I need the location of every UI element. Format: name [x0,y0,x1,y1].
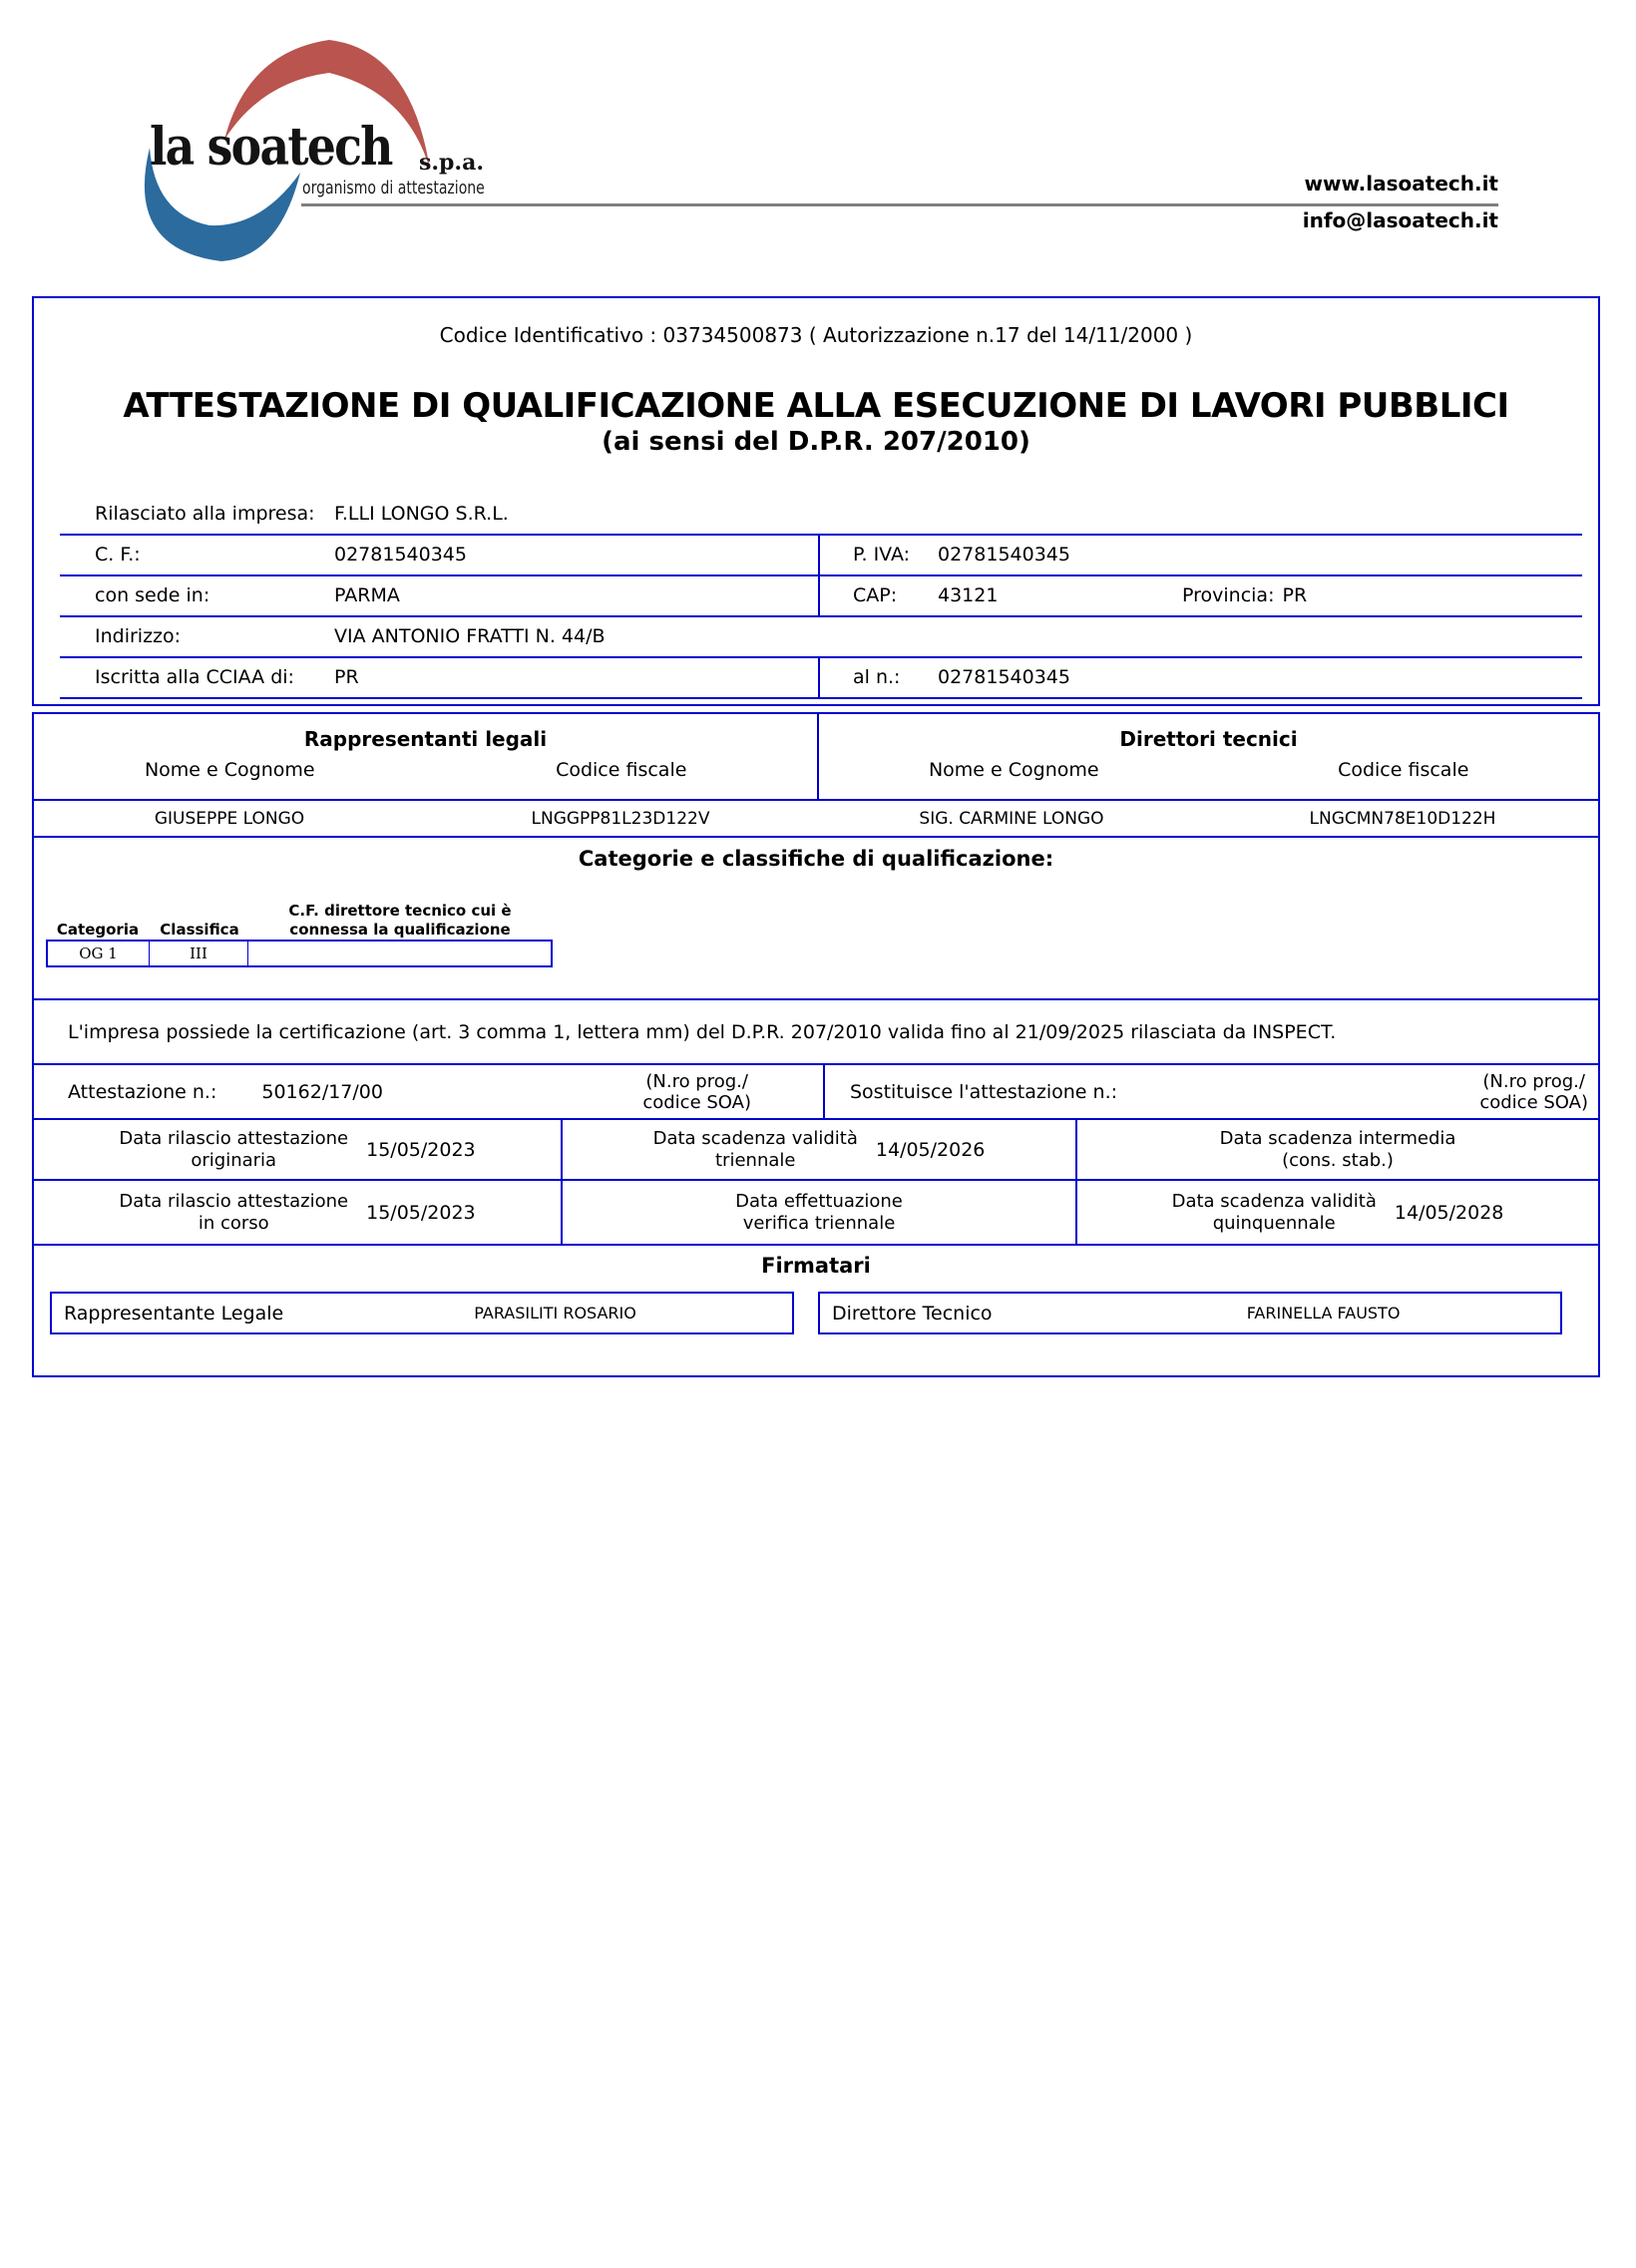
field-label: P. IVA: [853,544,911,566]
field-value: F.LLI LONGO S.R.L. [334,503,509,525]
legal-rep-name: GIUSEPPE LONGO [154,808,305,829]
attestation-number-row [34,1065,1598,1118]
field-value: 43121 [938,584,999,606]
field-value: 02781540345 [938,666,1070,688]
brand-suffix: s.p.a. [419,150,485,176]
date-label-line1: Data rilascio attestazione [119,1127,349,1149]
attestation-number-value: 50162/17/00 [261,1080,383,1103]
field-label: Rilasciato alla impresa: [95,503,315,525]
date-label-line2: originaria [191,1149,277,1171]
date-label-line2: triennale [715,1149,796,1171]
signature-name: PARASILITI ROSARIO [474,1304,636,1323]
categories-table-header [46,902,1598,940]
date-value: 14/05/2026 [875,1138,986,1161]
col-categoria: Categoria [56,921,140,939]
representatives-header [34,714,1598,799]
identification-code-line: Codice Identificativo : 03734500873 ( Autorizzazione n.17 del 14/11/2000 ) [439,323,1193,347]
col-cf-line2: connessa la qualificazione [289,921,511,939]
representatives-row [34,801,1598,836]
soa-code-note [1479,1071,1588,1113]
signature-role-label: Direttore Tecnico [832,1302,993,1324]
field-label: Iscritta alla CCIAA di: [95,666,294,688]
field-label: con sede in: [95,584,210,606]
date-cell-original-issue [34,1120,561,1179]
divider [34,1244,1598,1246]
field-row-cf-piva [34,536,1598,576]
date-label-line1: Data rilascio attestazione [119,1190,349,1212]
categoria-value: OG 1 [48,942,150,965]
column-header-name: Nome e Cognome [928,759,1099,781]
date-cell-triennial-check [561,1181,1075,1244]
signature-role-label: Rappresentante Legale [64,1302,284,1324]
field-value: 02781540345 [334,544,467,566]
date-cell-intermediate-expiry [1075,1120,1598,1179]
legal-rep-fiscal-code: LNGGPP81L23D122V [531,808,710,829]
soa-note-line2: codice SOA) [642,1091,751,1113]
soa-code-note [642,1071,751,1113]
date-label-line2: (cons. stab.) [1282,1149,1394,1171]
divider [34,836,1598,838]
brand-tagline: organismo di attestazione [302,178,485,198]
field-value: PR [1282,584,1308,606]
legal-reps-title: Rappresentanti legali [303,727,548,751]
tech-director-name: SIG. CARMINE LONGO [919,808,1104,829]
field-value: PARMA [334,584,400,606]
date-label-line1: Data scadenza validità [1171,1190,1377,1212]
classifica-value: III [150,942,248,965]
field-label: Indirizzo: [95,625,182,647]
soa-note-line2: codice SOA) [1479,1091,1588,1113]
date-label-line1: Data scadenza intermedia [1219,1127,1456,1149]
col-cf-line1: C.F. direttore tecnico cui è [288,902,512,920]
attestation-number-label: Attestazione n.: [68,1080,217,1103]
document-title: ATTESTAZIONE DI QUALIFICAZIONE ALLA ESECUZIONE DI LAVORI PUBBLICI [123,386,1509,426]
attestation-detail-box [32,712,1600,1377]
categories-title: Categorie e classifiche di qualificazione: [578,847,1054,871]
field-row-indirizzo [34,617,1598,658]
soa-note-line1: (N.ro prog./ [1482,1070,1585,1092]
technical-directors-title: Direttori tecnici [1119,727,1298,751]
company-fields [34,495,1598,699]
date-label-line2: in corso [198,1212,269,1234]
date-cell-quinquennial-expiry [1075,1181,1598,1244]
date-label-line2: verifica triennale [742,1212,896,1234]
column-header-fiscal-code: Codice fiscale [556,759,687,781]
field-row-cciaa [34,658,1598,699]
signature-name: FARINELLA FAUSTO [1246,1304,1401,1323]
tech-director-signature-box [818,1292,1562,1334]
field-label: al n.: [853,666,901,688]
column-header-fiscal-code: Codice fiscale [1338,759,1469,781]
header-rule [301,203,1498,206]
document-subtitle: (ai sensi del D.P.R. 207/2010) [602,427,1030,457]
dates-row-2 [34,1181,1598,1244]
email-address: info@lasoatech.it [1302,208,1498,232]
date-label-line1: Data effettuazione [735,1190,903,1212]
attestation-header-box [32,296,1600,706]
signatories-section [34,1253,1598,1384]
tech-director-fiscal-code: LNGCMN78E10D122H [1309,808,1496,829]
field-label: C. F.: [95,544,141,566]
replaces-attestation-label: Sostituisce l'attestazione n.: [850,1080,1118,1103]
date-value: 14/05/2028 [1394,1201,1504,1224]
field-value: 02781540345 [938,544,1070,566]
field-label: Provincia: [1182,584,1275,606]
field-value: VIA ANTONIO FRATTI N. 44/B [334,625,606,647]
cf-direttore-value [248,942,551,965]
date-value: 15/05/2023 [366,1138,476,1161]
brand-wordmark: la soatech [150,117,392,178]
legal-rep-signature-box [50,1292,794,1334]
field-value: PR [334,666,359,688]
categories-section [34,846,1598,998]
website-url: www.lasoatech.it [1304,172,1498,195]
field-label: CAP: [853,584,898,606]
date-cell-current-issue [34,1181,561,1244]
field-row-impresa [34,495,1598,536]
col-classifica: Classifica [160,921,239,939]
dates-row-1 [34,1120,1598,1179]
signatories-title: Firmatari [761,1254,871,1278]
certification-statement: L'impresa possiede la certificazione (art. 3 comma 1, lettera mm) del D.P.R. 207/2010 valida fino al 21/09/2025 rilasciata da INSPECT. [68,1020,1337,1043]
field-row-sede-cap [34,576,1598,617]
col-cf-direttore [249,902,551,940]
column-header-name: Nome e Cognome [144,759,315,781]
categories-table-row [46,940,553,967]
date-cell-triennial-expiry [561,1120,1075,1179]
date-label-line2: quinquennale [1212,1212,1336,1234]
soa-note-line1: (N.ro prog./ [645,1070,748,1092]
date-label-line1: Data scadenza validità [652,1127,858,1149]
date-value: 15/05/2023 [366,1201,476,1224]
